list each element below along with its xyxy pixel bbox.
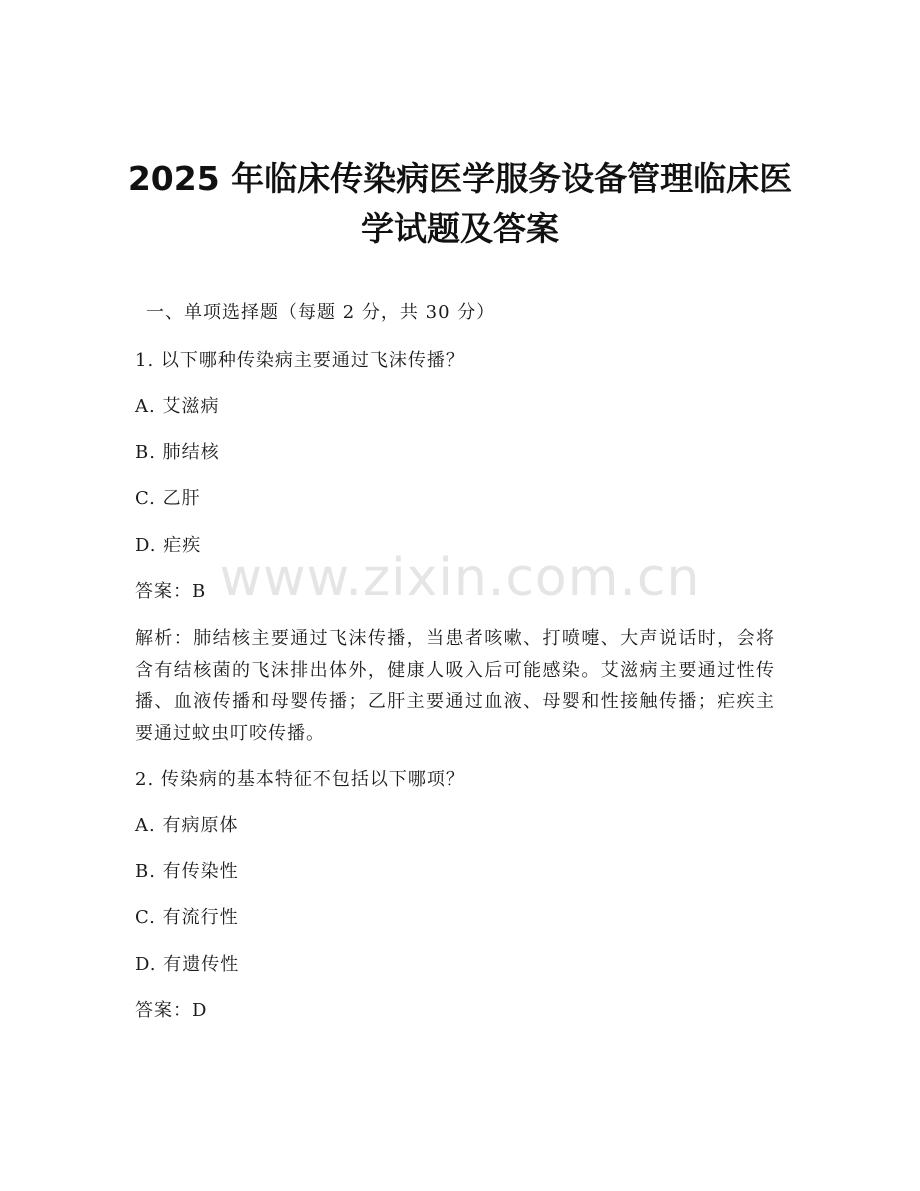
section-heading: 一、单项选择题（每题 2 分，共 30 分） <box>146 302 496 323</box>
question-1-option-c: C. 乙肝 <box>135 488 201 509</box>
question-2-option-d: D. 有遗传性 <box>135 954 240 975</box>
question-1-analysis: 解析：肺结核主要通过飞沫传播，当患者咳嗽、打喷嚏、大声说话时，会将含有结核菌的飞沫排出体外，健康人吸入后可能感染。艾滋病主要通过性传播、血液传播和母婴传播；乙肝主要通过血液、母婴和性接触传播；疟疾主要通过蚊虫叮咬传播。 <box>135 628 775 744</box>
question-2-option-a: A. 有病原体 <box>135 815 239 836</box>
question-1-answer: 答案：B <box>135 581 207 602</box>
question-1-stem: 1. 以下哪种传染病主要通过飞沫传播？ <box>135 350 465 371</box>
question-2-option-c: C. 有流行性 <box>135 907 239 928</box>
question-1-option-d: D. 疟疾 <box>135 535 202 556</box>
watermark-text: www.zixin.com.cn <box>219 548 701 608</box>
question-1-option-b: B. 肺结核 <box>135 442 220 463</box>
question-2-answer: 答案：D <box>135 1000 208 1021</box>
question-2-stem: 2. 传染病的基本特征不包括以下哪项？ <box>135 769 465 790</box>
question-2-option-b: B. 有传染性 <box>135 861 239 882</box>
document-title-line-1: 2025 年临床传染病医学服务设备管理临床医 <box>127 159 793 198</box>
question-1-option-a: A. 艾滋病 <box>135 396 220 417</box>
document-title-line-2: 学试题及答案 <box>361 209 559 248</box>
